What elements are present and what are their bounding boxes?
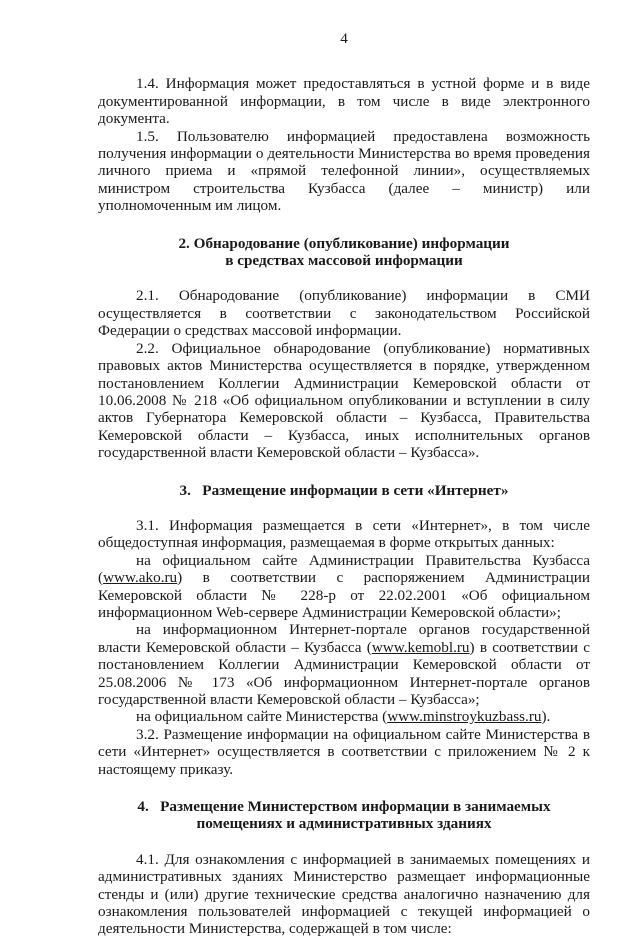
section-4-heading (98, 798, 590, 833)
section-2-heading (98, 235, 590, 270)
paragraph-1-5: 1.5. Пользователю информацией предоставлена возможность получения информации о деятельности Министерства во время проведения личного приема и «прямой телефонной линии», осуществляемых министром строительства Кузбасса (далее – министр) или уполномоченным им лицом. (98, 127, 590, 215)
paragraph-3-2: 3.2. Размещение информации на официальном сайте Министерства в сети «Интернет» осуществляется в соответствии с приложением № 2 к настоящему приказу. (98, 725, 590, 778)
paragraph-1-4: 1.4. Информация может предоставляться в устной форме и в виде документированной информации, в том числе в виде электронного документа. (98, 75, 590, 128)
paragraph-3-1-kemobl-before: на информационном Интернет-портале органов государственной власти Кемеровской области – Кузбасса ( (98, 621, 590, 656)
section-2-heading-line-2: в средствах массовой информации (225, 252, 463, 270)
kemobl-link[interactable]: www.kemobl.ru (371, 638, 470, 656)
section-2-heading-line-1: 2. Обнародование (опубликование) информации (178, 234, 510, 252)
paragraph-3-1-kemobl-after: ) в соответствии с постановлением Коллегии Администрации Кемеровской области от 25.08.2006 № 173 «Об информационном Интернет-портале органов государственной власти Кемеровской области – Кузбасса»; (98, 638, 591, 708)
paragraph-3-1-ako (98, 552, 590, 622)
paragraph-2-2: 2.2. Официальное обнародование (опубликование) нормативных правовых актов Министерства осуществляется в порядке, утвержденном постановлением Коллегии Администрации Кемеровской области от 10.06.2008 № 218 «Об официальном опубликовании и вступлении в силу актов Губернатора Кемеровской области – Кузбасса, Правительства Кемеровской области – Кузбасса, иных исполнительных органов государственной власти Кемеровской области – Кузбасса». (98, 339, 590, 462)
paragraph-3-1-minstroy-before: на официальном сайте Министерства ( (136, 708, 388, 726)
paragraph-3-1-kemobl (98, 621, 590, 708)
paragraph-3-1-minstroy (98, 708, 590, 725)
page-number: 4 (340, 30, 348, 47)
section-4-heading-line-2: помещениях и административных зданиях (196, 815, 492, 833)
paragraph-3-1: 3.1. Информация размещается в сети «Интернет», в том числе общедоступная информация, размещаемая в форме открытых данных: (98, 516, 590, 552)
minstroykuzbass-link[interactable]: www.minstroykuzbass.ru (387, 708, 542, 726)
section-3-heading: 3. Размещение информации в сети «Интернет» (179, 481, 509, 499)
paragraph-2-1: 2.1. Обнародование (опубликование) информации в СМИ осуществляется в соответствии с законодательством Российской Федерации о средствах массовой информации. (98, 287, 590, 340)
paragraph-3-1-minstroy-after: ). (541, 708, 551, 726)
paragraph-4-1: 4.1. Для ознакомления с информацией в занимаемых помещениях и административных зданиях Министерство размещает информационные стенды и (или) другие технические средства аналогично назначению для ознакомления пользователей информацией с текущей информацией о деятельности Министерства, содержащей в том числе: (98, 850, 590, 938)
ako-link[interactable]: www.ako.ru (103, 569, 178, 587)
paragraph-3-1-ako-before: на официальном сайте Администрации Правительства Кузбасса ( (98, 551, 590, 587)
paragraph-3-1-ako-after: ) в соответствии с распоряжением Администрации Кемеровской области № 228-р от 22.02.2001 «Об официальном информационном Web-сервере Администрации Кемеровской области»; (98, 569, 590, 621)
section-4-heading-line-1: 4. Размещение Министерством информации в занимаемых (137, 798, 551, 816)
